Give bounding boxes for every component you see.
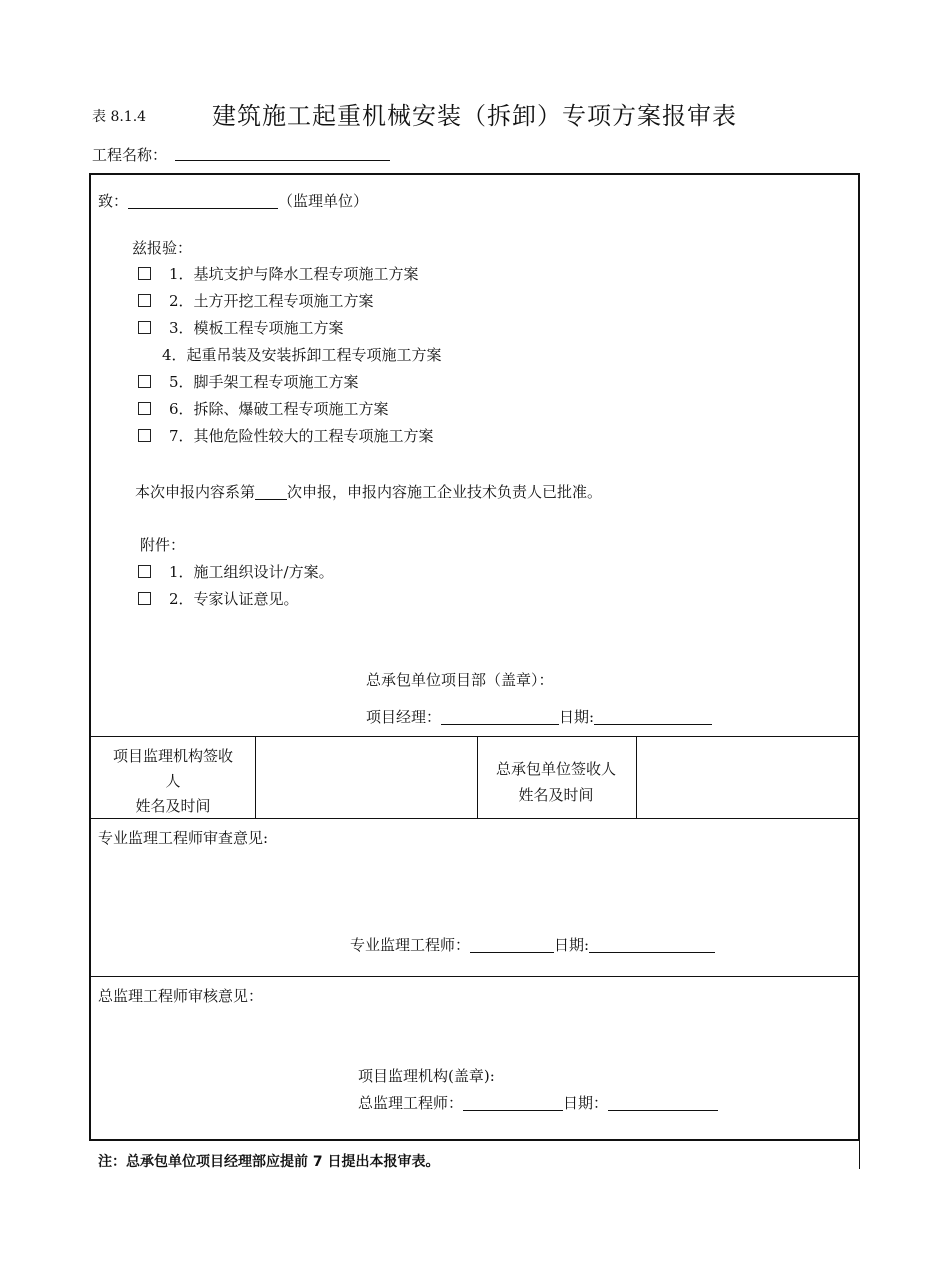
project-manager-field[interactable] (441, 710, 559, 725)
supervision-stamp-label: 项目监理机构(盖章): (358, 1067, 495, 1085)
checkbox[interactable] (138, 375, 151, 388)
submission-count-field[interactable] (255, 485, 287, 500)
attachment-label: 1．施工组织设计/方案。 (169, 563, 334, 581)
date-label: 日期: (559, 708, 595, 726)
receipt-col-divider-1 (255, 736, 256, 818)
attachments-label: 附件： (140, 536, 186, 554)
to-suffix: （监理单位） (278, 192, 369, 210)
list-item (138, 425, 434, 446)
attachment-label: 2．专家认证意见。 (169, 590, 299, 608)
statement-row (135, 481, 602, 502)
chief-review-label: 总监理工程师审核意见： (98, 987, 264, 1005)
list-item (138, 263, 419, 284)
checkbox[interactable] (138, 565, 151, 578)
contractor-stamp-label: 总承包单位项目部（盖章）： (366, 671, 554, 689)
list-item-label: 7．其他危险性较大的工程专项施工方案 (169, 427, 434, 445)
checkbox[interactable] (138, 267, 151, 280)
contractor-receiver-line: 姓名及时间 (518, 786, 594, 804)
to-label: 致： (98, 192, 129, 210)
specialist-engineer-field[interactable] (470, 938, 554, 953)
specialist-engineer-label: 专业监理工程师： (350, 936, 471, 954)
chief-sign-row (358, 1092, 718, 1113)
attachment-item (138, 561, 334, 582)
list-item-label: 6．拆除、爆破工程专项施工方案 (169, 400, 389, 418)
supervisor-receiver-line: 姓名及时间 (135, 797, 211, 815)
list-item-label: 3．模板工程专项施工方案 (169, 319, 344, 337)
to-row (98, 190, 368, 211)
table-number: 表 8.1.4 (92, 109, 147, 125)
list-item-label: 5．脚手架工程专项施工方案 (169, 373, 359, 391)
date-label: 日期： (563, 1094, 609, 1112)
specialist-review-label: 专业监理工程师审查意见: (98, 829, 269, 847)
list-item (162, 344, 442, 365)
project-name-label: 工程名称： (92, 146, 168, 164)
checkbox[interactable] (138, 294, 151, 307)
statement-prefix: 本次申报内容系第 (135, 483, 256, 501)
supervisor-receiver-line: 项目监理机构签收 (112, 747, 233, 765)
frame-tail-line (859, 1141, 860, 1169)
checkbox[interactable] (138, 321, 151, 334)
list-item-label: 2．土方开挖工程专项施工方案 (169, 292, 374, 310)
contractor-receiver-label (477, 756, 635, 808)
supervisor-receiver-line: 人 (165, 772, 181, 790)
statement-suffix: 次申报，申报内容施工企业技术负责人已批准。 (287, 483, 603, 501)
contractor-receiver-field[interactable] (637, 737, 857, 815)
attachment-item (138, 588, 299, 609)
supervision-unit-field[interactable] (128, 194, 278, 209)
project-name-field[interactable] (175, 160, 390, 161)
date-field[interactable] (608, 1096, 718, 1111)
footer-note: 注：总承包单位项目经理部应提前 7 日提出本报审表。 (98, 1154, 440, 1170)
checkbox[interactable] (138, 429, 151, 442)
list-item (138, 371, 359, 392)
list-item (138, 317, 344, 338)
list-item (138, 398, 389, 419)
date-label: 日期: (554, 936, 590, 954)
chief-engineer-field[interactable] (463, 1096, 563, 1111)
date-field[interactable] (594, 710, 712, 725)
contractor-receiver-line: 总承包单位签收人 (495, 760, 616, 778)
checkbox[interactable] (138, 592, 151, 605)
chief-engineer-label: 总监理工程师： (358, 1094, 464, 1112)
divider-specialist (91, 976, 858, 977)
page-title: 建筑施工起重机械安装（拆卸）专项方案报审表 (212, 102, 737, 130)
list-item (138, 290, 374, 311)
supervisor-receiver-field[interactable] (257, 737, 475, 815)
manager-sign-row (366, 706, 712, 727)
date-field[interactable] (589, 938, 715, 953)
specialist-sign-row (350, 934, 715, 955)
project-manager-label: 项目经理： (366, 708, 442, 726)
checkbox[interactable] (138, 402, 151, 415)
list-item-label: 1．基坑支护与降水工程专项施工方案 (169, 265, 419, 283)
supervisor-receiver-label (91, 744, 255, 819)
list-item-label: 4．起重吊装及安装拆卸工程专项施工方案 (162, 346, 442, 364)
intro-text: 兹报验： (132, 239, 193, 257)
